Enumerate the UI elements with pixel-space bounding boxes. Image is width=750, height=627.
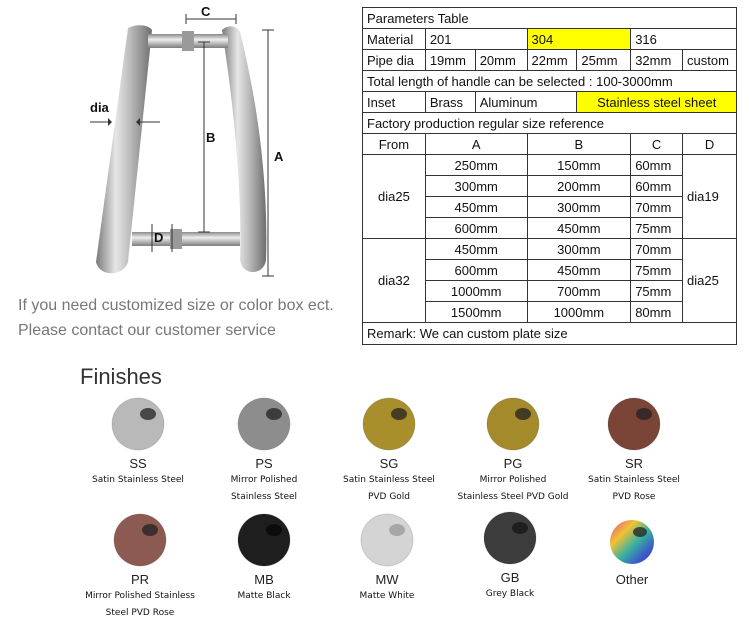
finish-desc: Mirror Polished Stainless: [85, 591, 195, 601]
parameters-table: [362, 7, 737, 345]
finish-desc: Grey Black: [485, 589, 535, 599]
finish-code: SR: [624, 456, 644, 471]
inset-stainless: Stainless steel sheet: [577, 92, 737, 113]
pipe-size-25: 25mm: [577, 50, 631, 71]
dim-a-label: A: [274, 149, 284, 164]
pipe-size-custom: custom: [683, 50, 737, 71]
finish-code: PS: [255, 456, 273, 471]
header-d: D: [683, 134, 737, 155]
table-cell: 150mm: [527, 155, 631, 176]
table-cell: 300mm: [527, 239, 631, 260]
table-cell: 75mm: [631, 281, 683, 302]
table-cell: 600mm: [425, 260, 527, 281]
dim-dia-label: dia: [90, 100, 109, 115]
custom-note-line-1: If you need customized size or color box ect.: [18, 297, 334, 314]
finish-desc: Satin Stainless Steel: [588, 475, 680, 485]
finish-desc: PVD Rose: [612, 492, 656, 502]
dim-c-label: C: [201, 4, 211, 19]
table-cell: 80mm: [631, 302, 683, 323]
finish-code: Other: [615, 572, 649, 587]
handle-diagram: [0, 0, 360, 290]
dim-b-label: B: [206, 130, 216, 145]
table-cell: 450mm: [527, 218, 631, 239]
table-cell: 200mm: [527, 176, 631, 197]
bottom-post: [132, 232, 240, 246]
table-cell: 75mm: [631, 260, 683, 281]
pipe-size-19: 19mm: [425, 50, 475, 71]
finish-desc: Stainless Steel PVD Gold: [457, 492, 569, 502]
finish-ball-gb: [480, 510, 540, 566]
header-b: B: [527, 134, 631, 155]
finish-code: MB: [254, 572, 274, 587]
header-c: C: [631, 134, 683, 155]
table-cell: 1000mm: [425, 281, 527, 302]
finish-ball-mb: [234, 512, 294, 568]
finish-code: SG: [379, 456, 399, 471]
inset-label: Inset: [363, 92, 426, 113]
table-cell: 75mm: [631, 218, 683, 239]
pipe-size-20: 20mm: [475, 50, 527, 71]
finish-code: PG: [503, 456, 523, 471]
inset-aluminum: Aluminum: [475, 92, 577, 113]
group1-d: dia19: [683, 155, 737, 239]
table-cell: 450mm: [425, 197, 527, 218]
finish-code: MW: [375, 572, 399, 587]
table-cell: 70mm: [631, 239, 683, 260]
dim-d-label: D: [154, 230, 164, 245]
pipe-label: Pipe dia: [363, 50, 426, 71]
header-a: A: [425, 134, 527, 155]
finish-ball-mw: [357, 512, 417, 568]
finish-code: GB: [500, 570, 520, 585]
group2-d: dia25: [683, 239, 737, 323]
table-cell: 1000mm: [527, 302, 631, 323]
material-304: 304: [527, 29, 631, 50]
table-cell: 300mm: [425, 176, 527, 197]
table-cell: 70mm: [631, 197, 683, 218]
table-cell: 300mm: [527, 197, 631, 218]
finish-desc: Matte Black: [237, 591, 291, 601]
material-label: Material: [363, 29, 426, 50]
finish-ball-other: [602, 512, 662, 568]
finish-desc: Mirror Polished: [479, 475, 547, 485]
pipe-size-22: 22mm: [527, 50, 577, 71]
finish-code: SS: [129, 456, 147, 471]
finish-ball-sg: [359, 396, 419, 452]
finish-desc: Stainless Steel: [230, 492, 298, 502]
group2-from: dia32: [363, 239, 426, 323]
table-cell: 60mm: [631, 155, 683, 176]
pipe-size-32: 32mm: [631, 50, 683, 71]
finish-ball-pr: [110, 512, 170, 568]
table-cell: 450mm: [425, 239, 527, 260]
table-cell: 250mm: [425, 155, 527, 176]
finish-desc: Mirror Polished: [230, 475, 298, 485]
finish-code: PR: [130, 572, 150, 587]
material-201: 201: [425, 29, 527, 50]
finish-sr: [559, 396, 709, 506]
table-cell: 1500mm: [425, 302, 527, 323]
finish-ball-ss: [108, 396, 168, 452]
finish-desc: PVD Gold: [367, 492, 411, 502]
table-cell: 60mm: [631, 176, 683, 197]
inset-brass: Brass: [425, 92, 475, 113]
finish-ball-ps: [234, 396, 294, 452]
header-from: From: [363, 134, 426, 155]
finish-ball-sr: [604, 396, 664, 452]
table-title: Parameters Table: [363, 8, 737, 29]
finishes-title: Finishes: [80, 364, 162, 389]
finish-other: [557, 512, 707, 588]
finish-desc: Steel PVD Rose: [105, 608, 175, 618]
group1-from: dia25: [363, 155, 426, 239]
finish-desc: Satin Stainless Steel: [92, 475, 184, 485]
factory-note: Factory production regular size reference: [363, 113, 737, 134]
length-note: Total length of handle can be selected : 100-3000mm: [363, 71, 737, 92]
custom-note-line-2: Please contact our customer service: [18, 322, 276, 339]
finish-desc: Satin Stainless Steel: [343, 475, 435, 485]
material-316: 316: [631, 29, 737, 50]
finish-ball-pg: [483, 396, 543, 452]
table-cell: 450mm: [527, 260, 631, 281]
finish-desc: Matte White: [359, 591, 415, 601]
remark: Remark: We can custom plate size: [363, 323, 737, 345]
table-cell: 700mm: [527, 281, 631, 302]
table-cell: 600mm: [425, 218, 527, 239]
